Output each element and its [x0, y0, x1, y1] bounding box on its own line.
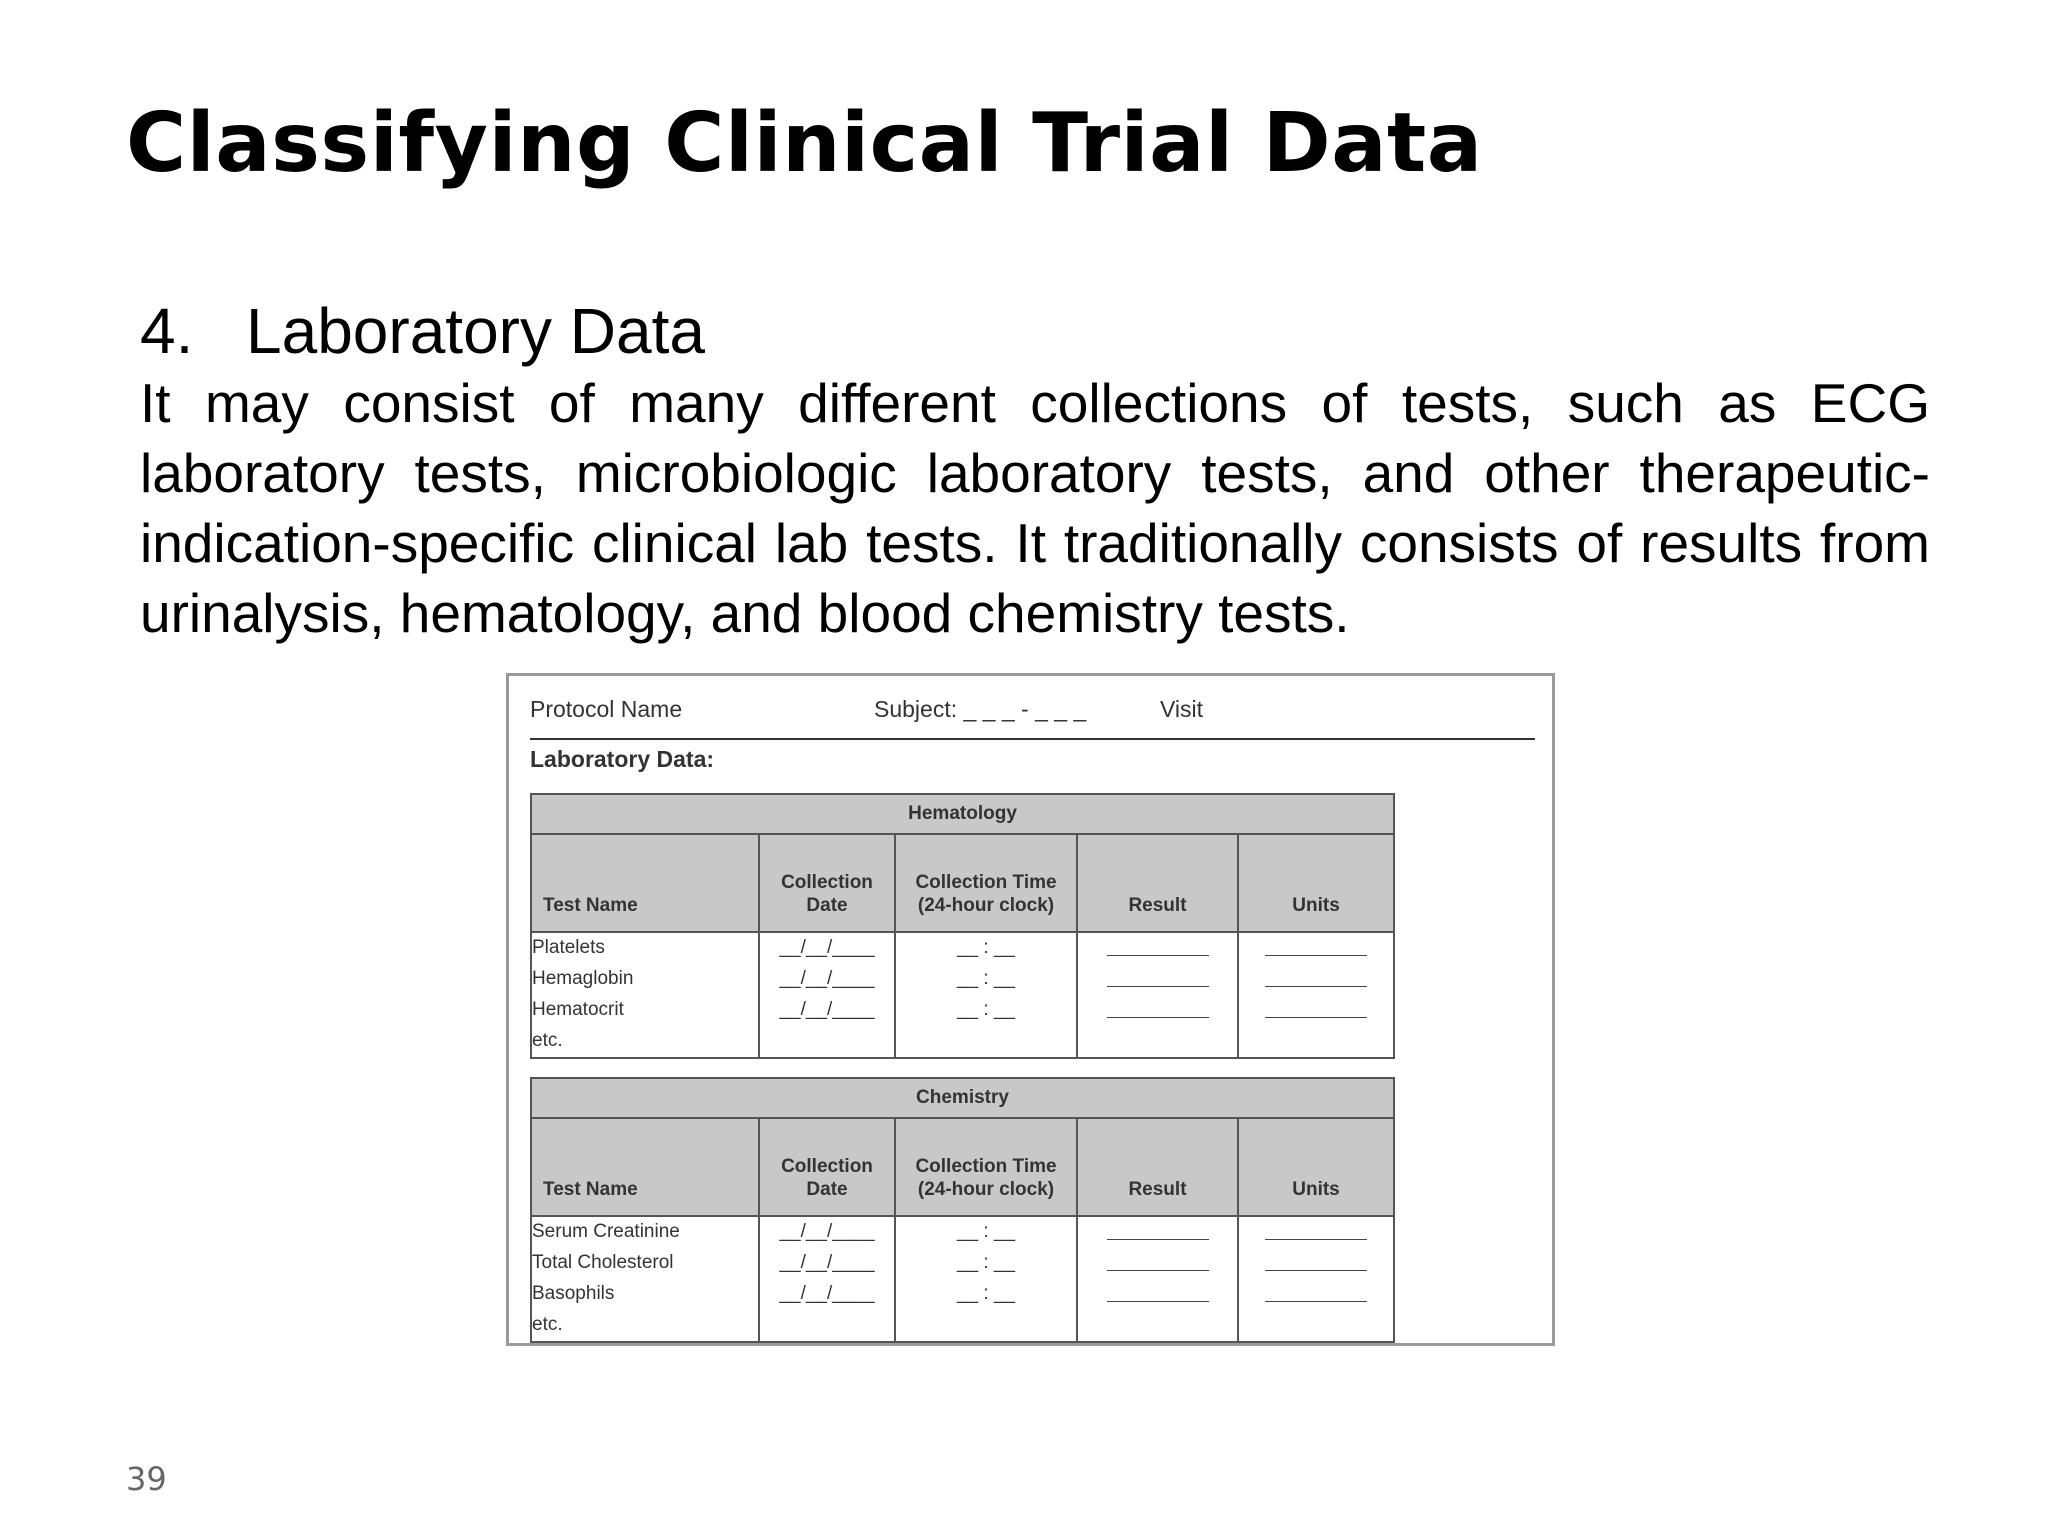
time-blank: __ : __: [956, 1252, 1016, 1273]
test-name: Platelets: [532, 937, 605, 958]
hematology-date-blanks: [759, 932, 895, 1058]
test-name: Hematocrit: [532, 999, 624, 1020]
slide-title: Classifying Clinical Trial Data: [126, 96, 1483, 191]
hematology-time-blanks: [895, 932, 1077, 1058]
hematology-result-blanks: [1077, 932, 1238, 1058]
hematology-title: Hematology: [531, 794, 1394, 834]
column-test-name: Test Name: [531, 1118, 759, 1216]
date-blank: __/__/____: [779, 1283, 875, 1304]
column-collection-time: Collection Time (24-hour clock): [895, 834, 1077, 932]
date-blank: __/__/____: [779, 968, 875, 989]
hematology-test-names: [531, 932, 759, 1058]
chemistry-title: Chemistry: [531, 1078, 1394, 1118]
chemistry-time-blanks: [895, 1216, 1077, 1342]
column-units: Units: [1238, 1118, 1394, 1216]
result-blank-line: [1107, 995, 1209, 1018]
chemistry-table: [530, 1077, 1395, 1343]
result-blank-line: [1107, 933, 1209, 956]
chemistry-units-blanks: [1238, 1216, 1394, 1342]
section-title: Laboratory Data: [246, 295, 705, 367]
visit-label: Visit: [1160, 696, 1204, 722]
result-blank-line: [1107, 964, 1209, 987]
time-blank: __ : __: [956, 1283, 1016, 1304]
test-name: etc.: [532, 1030, 563, 1051]
chemistry-result-blanks: [1077, 1216, 1238, 1342]
chemistry-test-names: [531, 1216, 759, 1342]
date-blank: __/__/____: [779, 937, 875, 958]
body-paragraph: It may consist of many different collections of tests, such as ECG laboratory tests, microbiologic laboratory tests, and other therapeutic-indication-specific clinical lab tests. It traditionally consists of results from urinalysis, hematology, and blood chemistry tests.: [140, 372, 1930, 644]
date-blank: __/__/____: [779, 999, 875, 1020]
section-number: 4.: [140, 295, 194, 367]
date-blank: __/__/____: [779, 1221, 875, 1242]
units-blank-line: [1265, 933, 1367, 956]
column-collection-date: Collection Date: [759, 834, 895, 932]
test-name: Hemaglobin: [532, 968, 634, 989]
protocol-name-label: Protocol Name: [530, 696, 683, 722]
hematology-units-blanks: [1238, 932, 1394, 1058]
chemistry-date-blanks: [759, 1216, 895, 1342]
test-name: Total Cholesterol: [532, 1252, 674, 1273]
column-collection-time: Collection Time (24-hour clock): [895, 1118, 1077, 1216]
date-blank: __/__/____: [779, 1252, 875, 1273]
time-blank: __ : __: [956, 968, 1016, 989]
column-collection-date: Collection Date: [759, 1118, 895, 1216]
column-test-name: Test Name: [531, 834, 759, 932]
laboratory-data-label: Laboratory Data:: [530, 746, 715, 772]
time-blank: __ : __: [956, 1221, 1016, 1242]
units-blank-line: [1265, 1217, 1367, 1240]
column-units: Units: [1238, 834, 1394, 932]
page-number: 39: [126, 1460, 167, 1498]
test-name: Serum Creatinine: [532, 1221, 680, 1242]
units-blank-line: [1265, 964, 1367, 987]
units-blank-line: [1265, 995, 1367, 1018]
time-blank: __ : __: [956, 999, 1016, 1020]
header-divider: [530, 738, 1535, 740]
subject-label: Subject: _ _ _ - _ _ _: [874, 696, 1087, 722]
test-name: etc.: [532, 1314, 563, 1335]
column-result: Result: [1077, 834, 1238, 932]
units-blank-line: [1265, 1279, 1367, 1302]
lab-data-form-image: [506, 673, 1555, 1346]
result-blank-line: [1107, 1248, 1209, 1271]
hematology-table: [530, 793, 1395, 1059]
result-blank-line: [1107, 1217, 1209, 1240]
units-blank-line: [1265, 1248, 1367, 1271]
section-heading: [140, 294, 705, 368]
test-name: Basophils: [532, 1283, 615, 1304]
column-result: Result: [1077, 1118, 1238, 1216]
result-blank-line: [1107, 1279, 1209, 1302]
time-blank: __ : __: [956, 937, 1016, 958]
